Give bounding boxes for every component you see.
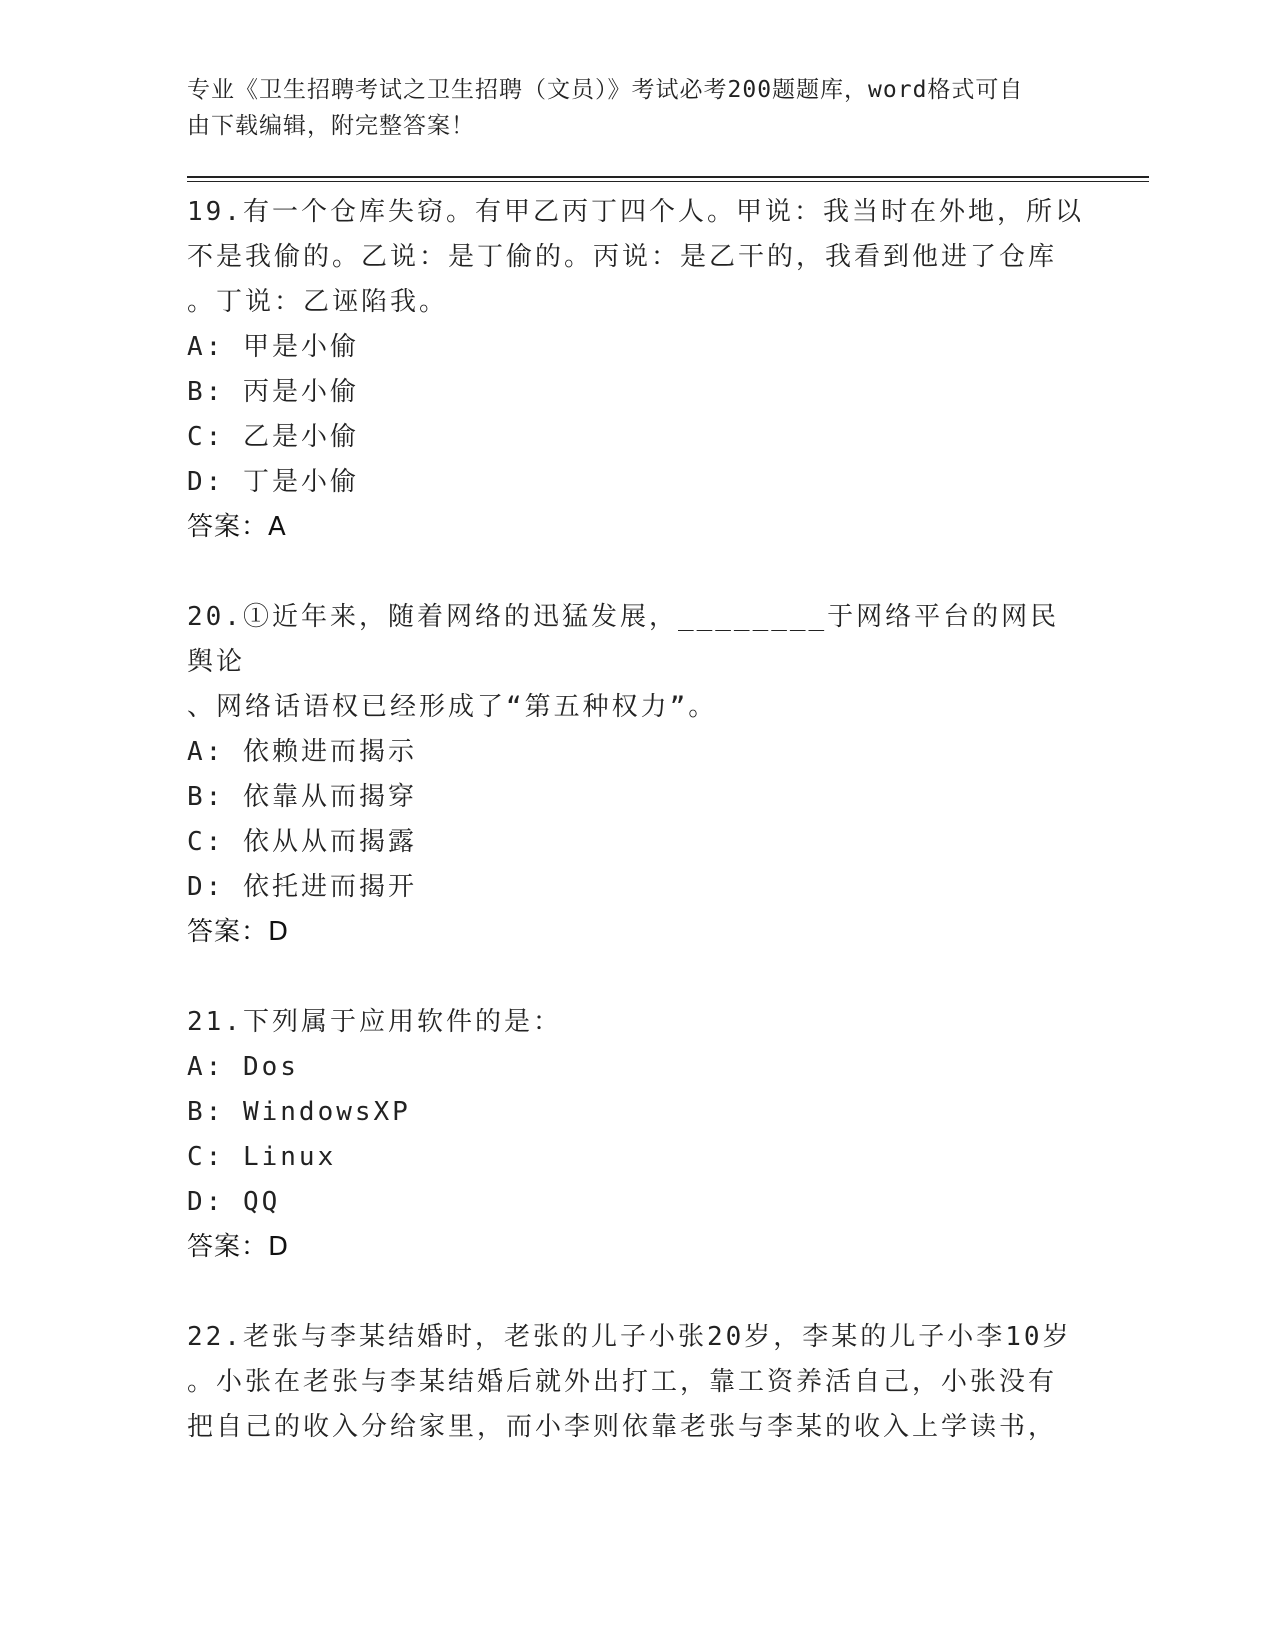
question-text-line: 19.有一个仓库失窃。有甲乙丙丁四个人。甲说：我当时在外地，所以 [187,197,1084,227]
option-c: C: Linux [187,1142,337,1172]
header-divider-thin [187,181,1149,182]
question-text-line: 。小张在老张与李某结婚后就外出打工，靠工资养活自己，小张没有 [187,1367,1058,1397]
question-text-line: 。丁说：乙诬陷我。 [187,287,449,317]
option-d: D: QQ [187,1187,281,1217]
question-20 [187,595,1087,955]
option-a: A: 甲是小偷 [187,332,359,362]
question-spacer [187,550,1087,595]
question-text-line: 20.①近年来，随着网络的迅猛发展，________于网络平台的网民舆论 [187,602,1060,677]
header-line-2: 由下载编辑，附完整答案！ [187,113,475,139]
question-spacer [187,955,1087,1000]
answer-line: 答案：D [187,1232,290,1262]
option-b: B: 丙是小偷 [187,377,359,407]
question-spacer [187,1270,1087,1315]
option-d: D: 依托进而揭开 [187,872,417,902]
question-text-line: 不是我偷的。乙说：是丁偷的。丙说：是乙干的，我看到他进了仓库 [187,242,1058,272]
answer-line: 答案：A [187,512,287,542]
option-b: B: 依靠从而揭穿 [187,782,417,812]
question-text-line: 22.老张与李某结婚时，老张的儿子小张20岁，李某的儿子小李10岁 [187,1322,1072,1352]
question-text-line: 、网络话语权已经形成了“第五种权力”。 [187,692,718,722]
header-divider-thick [187,176,1149,178]
option-d: D: 丁是小偷 [187,467,359,497]
question-22 [187,1315,1087,1450]
question-21 [187,1000,1087,1270]
option-c: C: 乙是小偷 [187,422,359,452]
answer-line: 答案：D [187,917,290,947]
document-header [187,72,1067,144]
question-text-line: 把自己的收入分给家里，而小李则依靠老张与李某的收入上学读书， [187,1412,1058,1442]
option-a: A: 依赖进而揭示 [187,737,417,767]
question-list [187,190,1087,1450]
option-b: B: WindowsXP [187,1097,411,1127]
option-a: A: Dos [187,1052,299,1082]
question-19 [187,190,1087,550]
question-text-line: 21.下列属于应用软件的是： [187,1007,562,1037]
header-line-1: 专业《卫生招聘考试之卫生招聘（文员）》考试必考200题题库，word格式可自 [187,77,1024,103]
option-c: C: 依从从而揭露 [187,827,417,857]
